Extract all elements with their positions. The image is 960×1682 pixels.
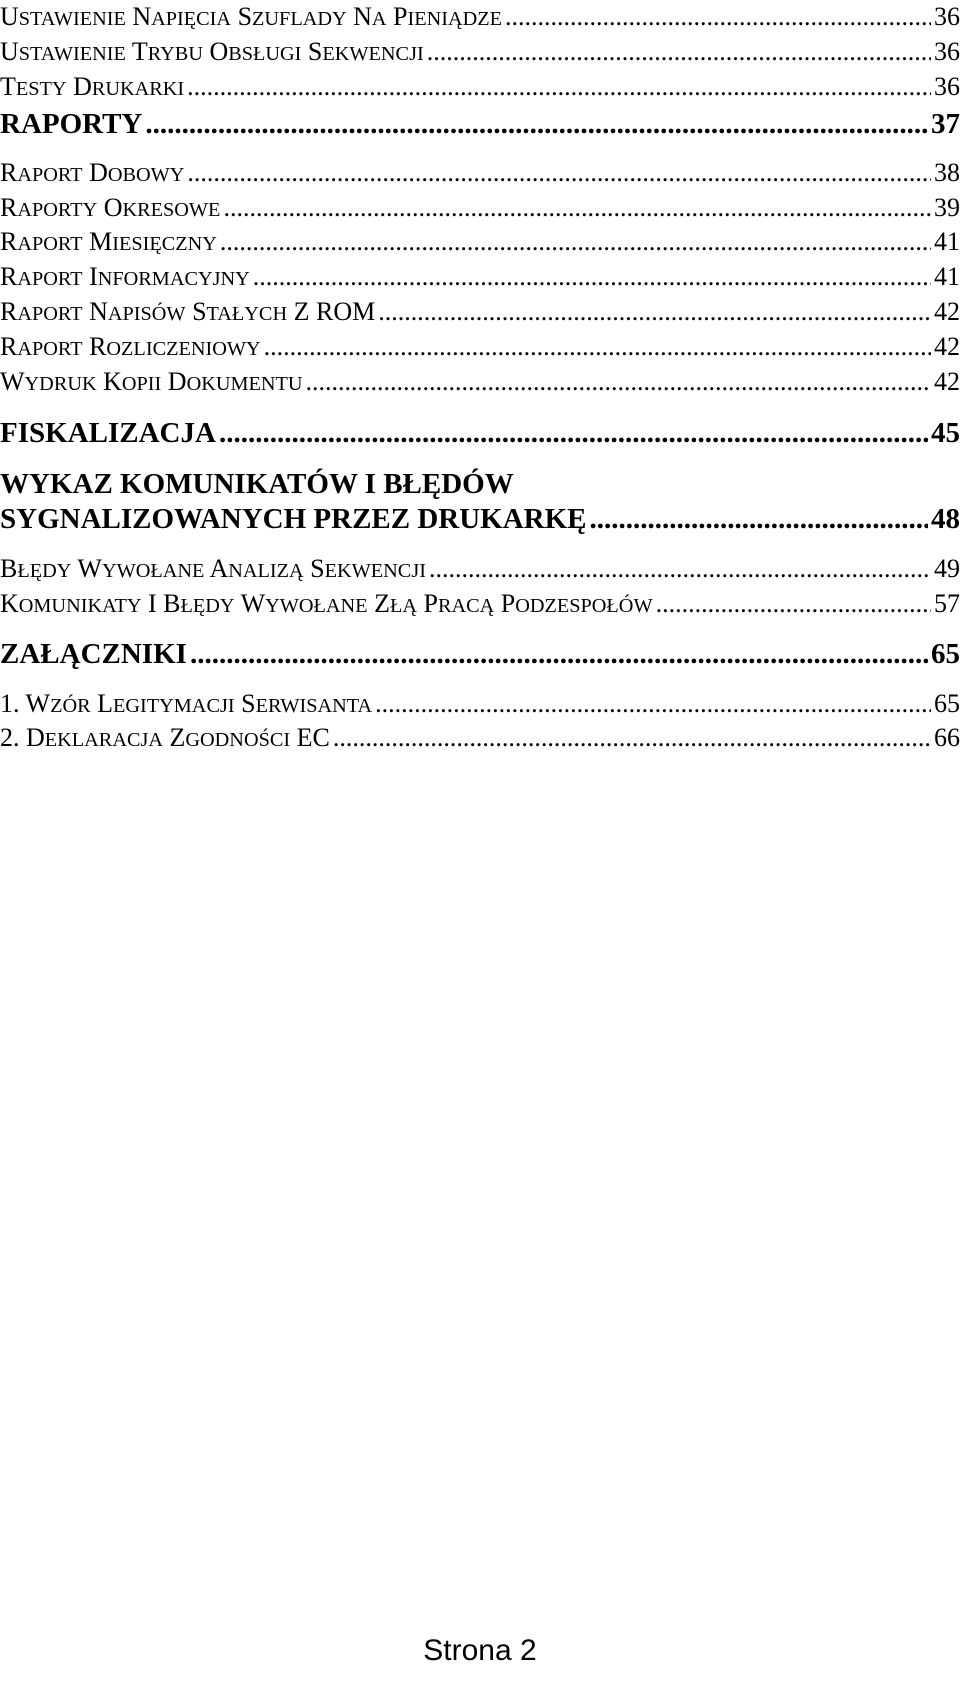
page-footer-number: Strona 2 (423, 1634, 537, 1667)
toc-entry-label: BŁĘDY WYWOŁANE ANALIZĄ SEKWENCJI (0, 554, 426, 583)
toc-page-number: 38 (934, 158, 960, 187)
toc-leader-dots (427, 37, 931, 67)
toc-page-number: 45 (931, 417, 960, 449)
toc-leader-dots (590, 503, 928, 536)
toc-entry-label: RAPORTY (0, 108, 143, 140)
toc-entry-label: RAPORT DOBOWY (0, 158, 185, 187)
toc-leader-dots (375, 689, 931, 719)
toc-leader-dots (190, 638, 928, 671)
toc-page-number: 36 (934, 37, 960, 66)
toc-entry[interactable] (0, 689, 960, 719)
toc-entry[interactable] (0, 367, 960, 397)
toc-entry-label: SYGNALIZOWANYCH PRZEZ DRUKARKĘ (0, 503, 587, 535)
toc-entry[interactable] (0, 297, 960, 327)
toc-page-number: 39 (934, 193, 960, 222)
toc-page-number: 65 (934, 689, 960, 718)
toc-entry-label: RAPORTY OKRESOWE (0, 193, 221, 222)
toc-chapter-entry[interactable] (0, 417, 960, 450)
toc-page-number: 36 (934, 2, 960, 31)
toc-chapter-entry[interactable] (0, 503, 960, 536)
toc-leader-dots (253, 262, 931, 292)
toc-leader-dots (145, 108, 928, 141)
toc-entry[interactable] (0, 37, 960, 67)
toc-entry[interactable] (0, 332, 960, 362)
toc-entry-label: 2. DEKLARACJA ZGODNOŚCI EC (0, 723, 330, 752)
toc-page-number: 57 (934, 589, 960, 618)
toc-leader-dots (306, 367, 931, 397)
toc-page-number: 41 (934, 262, 960, 291)
toc-entry[interactable] (0, 193, 960, 223)
toc-entry-label: 1. WZÓR LEGITYMACJI SERWISANTA (0, 689, 373, 718)
toc-page-number: 42 (934, 297, 960, 326)
toc-leader-dots (220, 227, 931, 257)
toc-page-number: 41 (934, 227, 960, 256)
toc-page-number: 49 (934, 554, 960, 583)
toc-page-number: 48 (931, 503, 960, 535)
toc-page-number: 66 (934, 723, 960, 752)
toc-leader-dots (219, 417, 928, 450)
toc-entry[interactable] (0, 589, 960, 619)
toc-entry[interactable] (0, 227, 960, 257)
toc-entry-label: ZAŁĄCZNIKI (0, 638, 187, 670)
toc-leader-dots (378, 297, 931, 327)
toc-chapter-entry[interactable] (0, 108, 960, 141)
toc-entry-label: FISKALIZACJA (0, 417, 216, 449)
toc-entry-label: TESTY DRUKARKI (0, 72, 185, 101)
toc-leader-dots (333, 723, 931, 753)
toc-entry[interactable] (0, 158, 960, 188)
toc-entry-label: RAPORT MIESIĘCZNY (0, 227, 217, 256)
toc-entry-label: USTAWIENIE TRYBU OBSŁUGI SEKWENCJI (0, 37, 424, 66)
toc-leader-dots (505, 2, 931, 32)
toc-entry-label: WYDRUK KOPII DOKUMENTU (0, 367, 303, 396)
toc-entry-label: RAPORT NAPISÓW STAŁYCH Z ROM (0, 297, 376, 326)
toc-page-number: 65 (931, 638, 960, 670)
toc-page-number: 42 (934, 332, 960, 361)
toc-leader-dots (429, 554, 931, 584)
toc-entry[interactable] (0, 72, 960, 102)
toc-leader-dots (187, 158, 931, 188)
toc-page-number: 37 (931, 108, 960, 140)
toc-entry[interactable] (0, 554, 960, 584)
toc-entry[interactable] (0, 262, 960, 292)
toc-chapter-label-line1[interactable]: WYKAZ KOMUNIKATÓW I BŁĘDÓW (0, 468, 514, 500)
toc-chapter-entry[interactable] (0, 638, 960, 671)
toc-leader-dots (656, 589, 931, 619)
toc-page-number: 42 (934, 367, 960, 396)
toc-entry-label: KOMUNIKATY I BŁĘDY WYWOŁANE ZŁĄ PRACĄ PODZESPOŁÓW (0, 589, 653, 618)
toc-entry-label: USTAWIENIE NAPIĘCIA SZUFLADY NA PIENIĄDZE (0, 2, 503, 31)
toc-entry-label: RAPORT INFORMACYJNY (0, 262, 250, 291)
toc-entry[interactable] (0, 2, 960, 32)
toc-page-number: 36 (934, 72, 960, 101)
toc-leader-dots (187, 72, 931, 102)
toc-entry-label: RAPORT ROZLICZENIOWY (0, 332, 261, 361)
toc-leader-dots (264, 332, 931, 362)
toc-leader-dots (223, 193, 931, 223)
toc-entry[interactable] (0, 723, 960, 753)
